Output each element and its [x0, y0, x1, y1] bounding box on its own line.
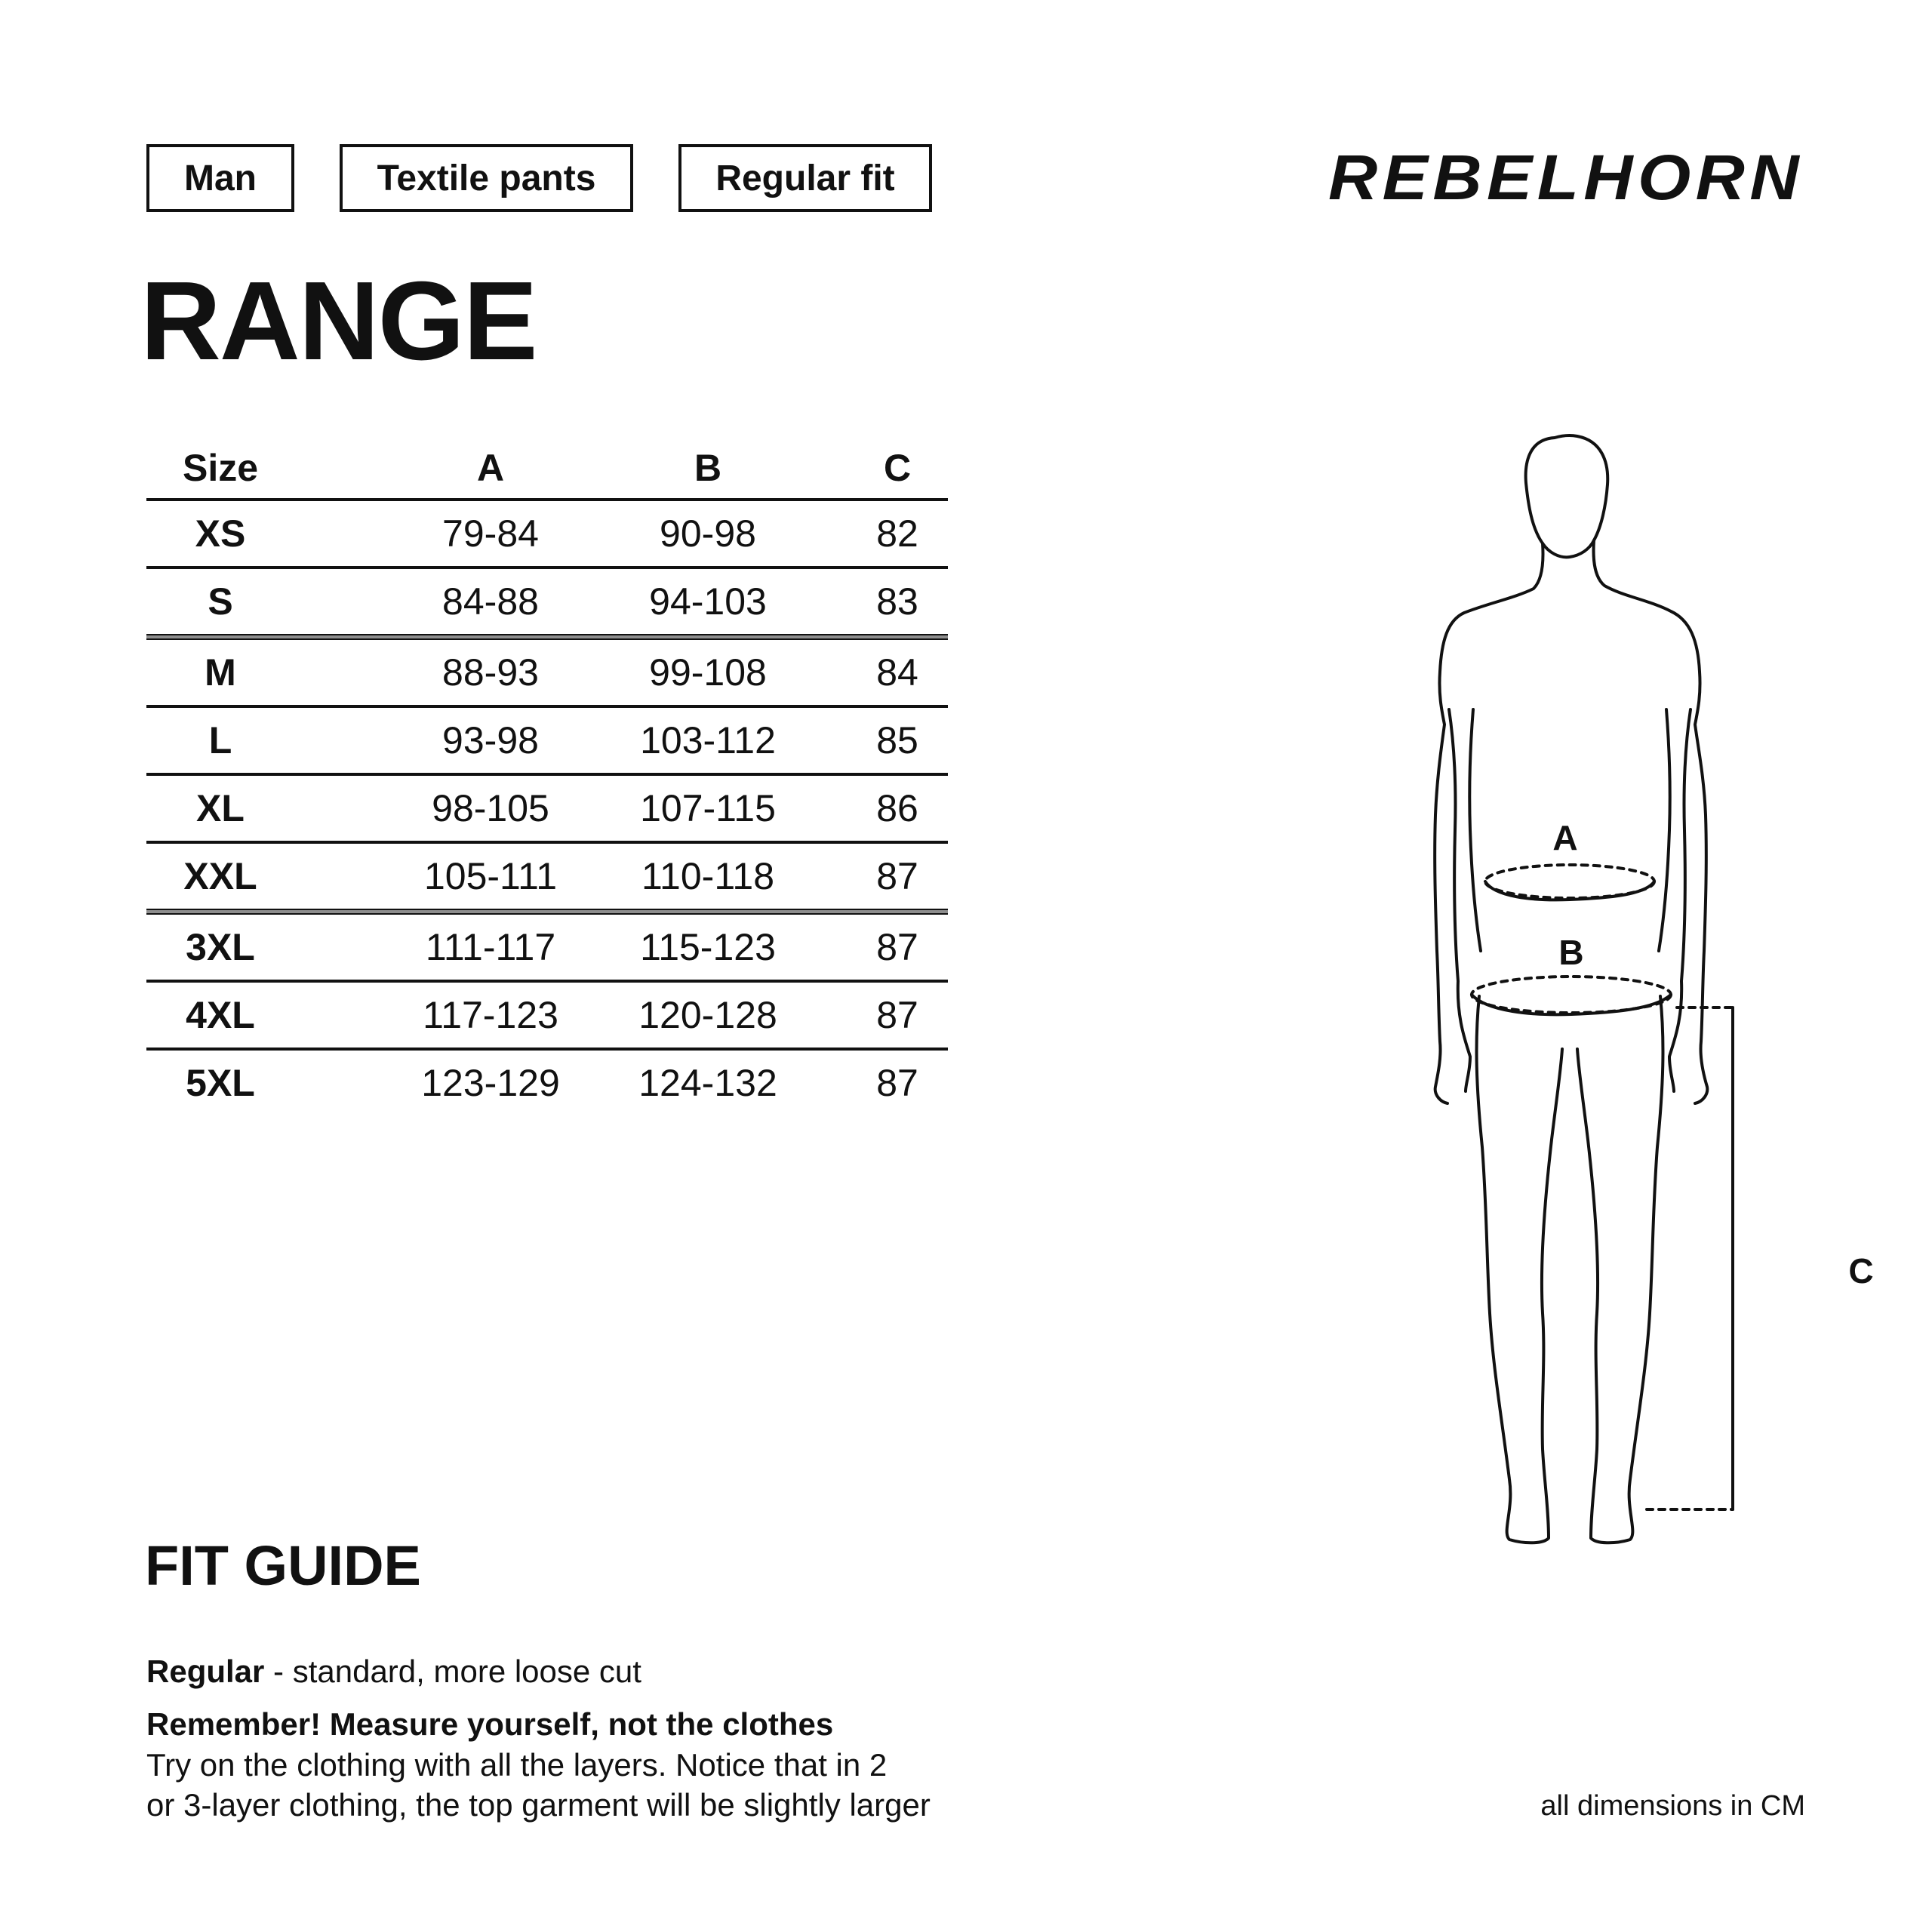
category-tag-fit: [678, 144, 932, 212]
tag-label: Regular fit: [715, 158, 895, 198]
table-row: [146, 708, 948, 773]
cell-a: 105-111: [423, 855, 558, 897]
cell-b: 90-98: [660, 512, 756, 555]
cell-a: 88-93: [442, 651, 539, 694]
cell-size: L: [208, 719, 232, 761]
cell-a: 111-117: [425, 926, 556, 968]
torso-outline: [1435, 543, 1543, 1103]
table-rule: [146, 909, 948, 915]
cell-c: 84: [876, 651, 918, 694]
header-c: C: [883, 447, 912, 489]
right-arm: [1669, 709, 1690, 1091]
cell-a: 123-129: [421, 1062, 560, 1104]
cell-size: XL: [196, 787, 245, 829]
body-measurement-figure: [1381, 423, 1894, 1585]
fit-regular-text: - standard, more loose cut: [264, 1654, 641, 1689]
product-title: RANGE: [140, 259, 537, 383]
table-row: [146, 640, 948, 705]
table-row: [146, 569, 948, 634]
cell-b: 120-128: [638, 994, 777, 1036]
left-arm: [1449, 709, 1470, 1091]
cell-b: 107-115: [640, 787, 776, 829]
table-row: [146, 844, 948, 909]
fit-body-line: Try on the clothing with all the layers. Notice that in 2: [146, 1747, 888, 1783]
cell-c: 87: [876, 926, 918, 968]
cell-c: 87: [876, 855, 918, 897]
dimensions-note: all dimensions in CM: [1540, 1790, 1805, 1822]
hip-front-line: [1472, 995, 1671, 1014]
cell-size: 5XL: [186, 1062, 255, 1104]
fit-remember-note: Remember! Measure yourself, not the clothes: [146, 1706, 834, 1742]
cell-b: 99-108: [649, 651, 767, 694]
table-header-row: [146, 438, 948, 498]
table-row: [146, 915, 948, 980]
cell-c: 86: [876, 787, 918, 829]
left-inner-arm: [1469, 709, 1481, 951]
table-body: [146, 498, 948, 1115]
cell-size: M: [205, 651, 236, 694]
label-a: A: [1552, 818, 1578, 857]
cell-a: 117-123: [423, 994, 558, 1036]
fit-body-line: or 3-layer clothing, the top garment will be slightly larger: [146, 1787, 931, 1823]
torso-outline-right: [1594, 540, 1708, 1103]
cell-b: 115-123: [640, 926, 776, 968]
cell-c: 83: [876, 580, 918, 623]
right-inner-arm: [1659, 709, 1670, 951]
cell-size: XXL: [183, 855, 257, 897]
cell-b: 110-118: [641, 855, 775, 897]
header-b: B: [694, 447, 722, 489]
cell-size: S: [208, 580, 233, 623]
table-row: [146, 776, 948, 841]
cell-a: 98-105: [432, 787, 549, 829]
brand-logo: [1328, 148, 1804, 208]
table-row: [146, 983, 948, 1048]
cell-size: 3XL: [186, 926, 255, 968]
category-tag-man: [146, 144, 294, 212]
right-leg: [1577, 996, 1663, 1543]
fit-regular-description: [146, 1653, 641, 1690]
table-rule: [146, 634, 948, 640]
table-row: [146, 501, 948, 566]
head-outline: [1526, 435, 1608, 557]
left-leg: [1477, 996, 1562, 1543]
label-c: C: [1848, 1251, 1874, 1291]
cell-c: 87: [876, 994, 918, 1036]
cell-c: 82: [876, 512, 918, 555]
cell-c: 87: [876, 1062, 918, 1104]
header-size: Size: [182, 447, 259, 489]
label-b: B: [1558, 933, 1584, 972]
cell-a: 84-88: [442, 580, 539, 623]
cell-c: 85: [876, 719, 918, 761]
cell-size: XS: [195, 512, 246, 555]
category-tag-product: [340, 144, 633, 212]
fit-regular-term: Regular: [146, 1654, 265, 1689]
cell-b: 103-112: [640, 719, 776, 761]
table-row: [146, 1051, 948, 1115]
cell-size: 4XL: [186, 994, 255, 1036]
size-table: [146, 438, 948, 1115]
header-a: A: [476, 447, 505, 489]
tag-label: Man: [184, 158, 257, 198]
cell-a: 93-98: [442, 719, 539, 761]
tag-label: Textile pants: [377, 158, 596, 198]
brand-wordmark: REBELHORN: [1328, 148, 1804, 208]
cell-b: 94-103: [649, 580, 767, 623]
fit-guide-title: FIT GUIDE: [145, 1534, 421, 1597]
cell-a: 79-84: [442, 512, 539, 555]
cell-b: 124-132: [638, 1062, 777, 1104]
